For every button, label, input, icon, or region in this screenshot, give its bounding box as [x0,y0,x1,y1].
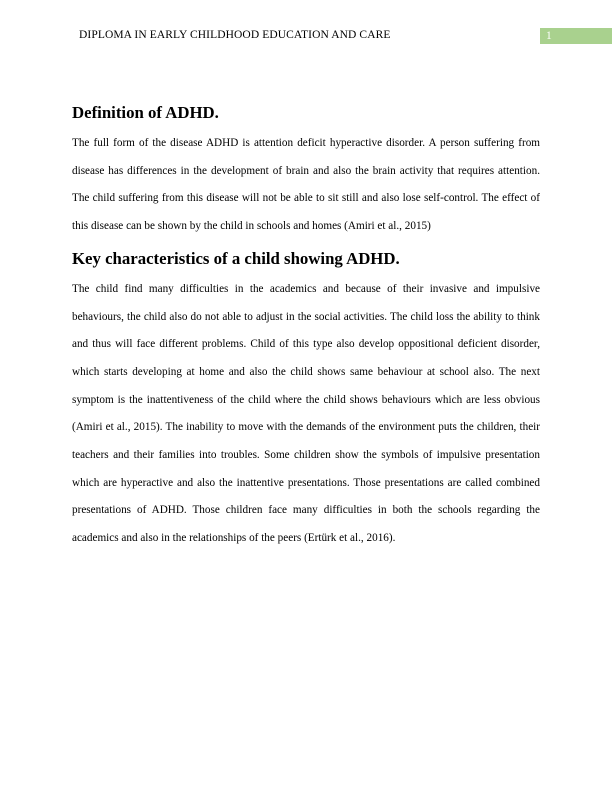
section-paragraph-characteristics: The child find many difficulties in the academics and because of their invasive and impulsive behaviours, the child also do not able to adjust in the social activities. The child loss the ability to think and thus will face different problems. Child of this type also develop oppositional deficient disorder, which starts developing at home and also the child shows same behaviour at school also. The next symptom is the inattentiveness of the child where the child shows behaviours which are less obvious (Amiri et al., 2015). The inability to move with the demands of the environment puts the children, their teachers and their families into troubles. Some children show the symbols of impulsive presentation which are hyperactive and also the inattentive presentations. Those presentations are called combined presentations of ADHD. Those children face many difficulties in both the schools regarding the academics and also in the relationships of the peers (Ertürk et al., 2016). [72,282,540,545]
running-header-title: DIPLOMA IN EARLY CHILDHOOD EDUCATION AND CARE [79,29,391,41]
page-number: 1 [546,30,552,42]
document-body [72,99,540,553]
section-heading-characteristics: Key characteristics of a child showing ADHD. [72,248,400,268]
page-number-box [540,28,612,44]
section-paragraph-definition: The full form of the disease ADHD is attention deficit hyperactive disorder. A person suffering from disease has differences in the development of brain and also the brain activity that requires attention. The child suffering from this disease will not be able to sit still and also lose self-control. The effect of this disease can be shown by the child in schools and homes (Amiri et al., 2015) [72,137,540,233]
section-heading-definition: Definition of ADHD. [72,103,219,122]
